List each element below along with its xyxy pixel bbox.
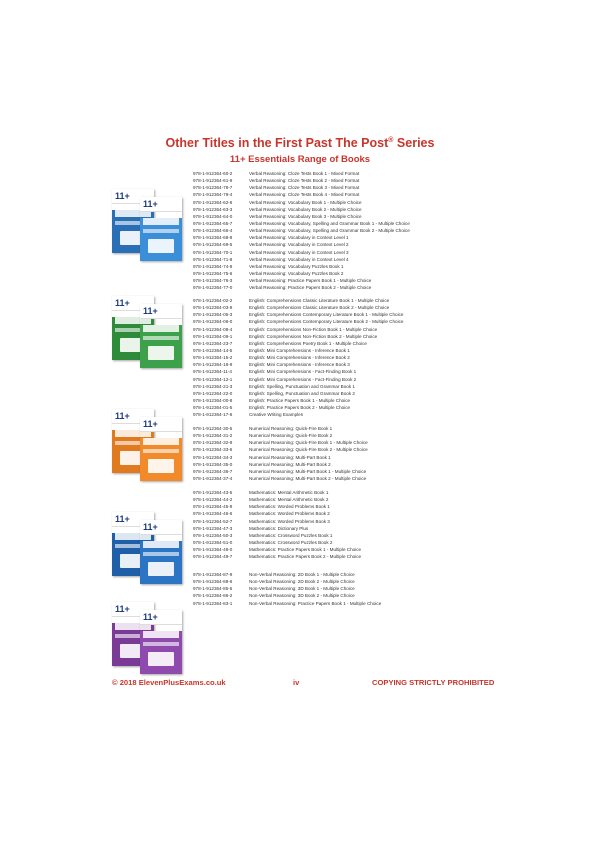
book-title: Verbal Reasoning: Vocabulary Book 1 - Multiple Choice — [249, 199, 362, 205]
book-title: Numerical Reasoning: Multi-Part Book 2 - Multiple Choice — [249, 475, 367, 481]
isbn: 978-1-912364-01-5 — [193, 405, 233, 411]
list-item — [193, 318, 493, 325]
list-item — [193, 347, 493, 354]
cover-header — [140, 197, 182, 212]
isbn: 978-1-912364-77-0 — [193, 285, 233, 291]
book-title: Mathematics: Worded Problems Book 2 — [249, 511, 330, 517]
isbn: 978-1-912364-32-9 — [193, 440, 233, 446]
book-title: Verbal Reasoning: Vocabulary Puzzles Book 2 — [249, 270, 344, 276]
isbn: 978-1-912364-68-8 — [193, 235, 233, 241]
isbn: 978-1-912364-30-5 — [193, 426, 233, 431]
book-title: Mathematics: Crossword Puzzles Book 1 — [249, 532, 333, 538]
list-item — [193, 354, 493, 361]
isbn: 978-1-912364-63-3 — [193, 206, 233, 212]
isbn: 978-1-912364-33-6 — [193, 447, 233, 453]
isbn: 978-1-912364-65-7 — [193, 220, 233, 226]
list-item — [193, 361, 493, 368]
section-verbal-reasoning — [193, 170, 493, 291]
book-title: Verbal Reasoning: Vocabulary Book 3 - Multiple Choice — [249, 213, 362, 219]
isbn: 978-1-912364-16-9 — [193, 362, 233, 368]
book-title: English: Spelling, Punctuation and Grammar Book 1 — [249, 383, 355, 389]
cover-header — [140, 610, 182, 625]
cover-decoration — [143, 631, 179, 638]
list-item — [193, 439, 493, 446]
isbn: 978-1-912364-37-4 — [193, 475, 233, 481]
cover-decoration — [143, 229, 179, 233]
numerical-reasoning-cover-front — [140, 417, 182, 481]
list-item — [193, 432, 493, 439]
book-title: Mathematics: Mental Arithmetic Book 2 — [249, 497, 329, 503]
isbn: 978-1-912364-43-5 — [193, 490, 233, 495]
list-item — [193, 496, 493, 503]
book-title: English: Mini Comprehensions - Inference Book 2 — [249, 355, 350, 361]
book-title: Numerical Reasoning: Quick-Fire Book 2 - Multiple Choice — [249, 447, 368, 453]
isbn: 978-1-912364-49-7 — [193, 554, 233, 560]
isbn: 978-1-912364-83-1 — [193, 600, 233, 606]
isbn: 978-1-912364-15-2 — [193, 355, 233, 361]
isbn: 978-1-912364-05-3 — [193, 312, 233, 318]
page-number: iv — [293, 678, 300, 687]
isbn: 978-1-912364-71-8 — [193, 256, 233, 262]
isbn: 978-1-912364-86-2 — [193, 593, 233, 599]
cover-band — [140, 631, 182, 674]
isbn: 978-1-912364-48-0 — [193, 547, 233, 553]
book-title: Verbal Reasoning: Vocabulary in Context Level 4 — [249, 256, 349, 262]
list-item — [193, 585, 493, 592]
list-item — [193, 411, 493, 418]
book-title: Numerical Reasoning: Quick-Fire Book 1 - Multiple Choice — [249, 440, 368, 446]
book-title: English: Practice Papers Book 1 - Multiple Choice — [249, 397, 351, 403]
book-title: Verbal Reasoning: Cloze Tests Book 2 - Mixed Format — [249, 178, 360, 184]
book-title: Verbal Reasoning: Vocabulary, Spelling and Grammar Book 2 - Multiple Choice — [249, 228, 410, 234]
page-subtitle: 11+ Essentials Range of Books — [229, 154, 371, 165]
isbn: 978-1-912364-14-5 — [193, 347, 233, 353]
cover-decoration — [143, 438, 179, 445]
cover-logo: 11+ — [143, 612, 158, 622]
isbn: 978-1-912364-12-1 — [193, 376, 233, 382]
list-item — [193, 340, 493, 347]
section-mathematics — [193, 489, 493, 560]
list-item — [193, 475, 493, 482]
cover-logo: 11+ — [143, 306, 158, 316]
book-title: Verbal Reasoning: Vocabulary in Context Level 1 — [249, 235, 349, 241]
cover-band — [140, 218, 182, 261]
list-item — [193, 390, 493, 397]
book-title: Verbal Reasoning: Practice Papers Book 1 - Multiple Choice — [249, 278, 372, 284]
cover-logo: 11+ — [115, 411, 130, 421]
book-title: Verbal Reasoning: Practice Papers Book 2 - Multiple Choice — [249, 285, 372, 291]
book-title: English: Practice Papers Book 2 - Multiple Choice — [249, 405, 351, 411]
isbn: 978-1-912364-79-4 — [193, 192, 233, 198]
cover-decoration — [143, 642, 179, 646]
book-title: English: Mini Comprehensions - Fact-Finding Book 2 — [249, 376, 357, 382]
isbn: 978-1-912364-47-3 — [193, 525, 233, 531]
book-title: Mathematics: Mental Arithmetic Book 1 — [249, 490, 329, 495]
book-title: Verbal Reasoning: Vocabulary in Context Level 2 — [249, 242, 349, 248]
list-item — [193, 326, 493, 333]
isbn: 978-1-912364-62-6 — [193, 199, 233, 205]
list-item — [193, 525, 493, 532]
list-item — [193, 468, 493, 475]
list-item — [193, 592, 493, 599]
cover-decoration — [148, 562, 174, 576]
book-title: Numerical Reasoning: Multi-Part Book 2 — [249, 461, 331, 467]
book-title: Non-Verbal Reasoning: 2D Book 1 - Multiple Choice — [249, 572, 355, 577]
book-title: Verbal Reasoning: Cloze Tests Book 1 - Mixed Format — [249, 171, 360, 176]
book-title: Creative Writing Examples — [249, 412, 304, 418]
isbn: 978-1-912364-23-7 — [193, 340, 233, 346]
list-item — [193, 206, 493, 213]
section-english — [193, 297, 493, 418]
list-item — [193, 546, 493, 553]
cover-header — [140, 304, 182, 319]
isbn: 978-1-912364-69-5 — [193, 242, 233, 248]
cover-logo: 11+ — [115, 191, 130, 201]
non-verbal-reasoning-cover-front — [140, 610, 182, 674]
isbn: 978-1-912364-36-7 — [193, 468, 233, 474]
list-item — [193, 600, 493, 607]
cover-decoration — [148, 239, 174, 253]
book-title: Verbal Reasoning: Vocabulary in Context Level 3 — [249, 249, 349, 255]
isbn: 978-1-912364-88-6 — [193, 579, 233, 585]
list-item — [193, 503, 493, 510]
list-item — [193, 191, 493, 198]
list-item — [193, 263, 493, 270]
book-title: English: Comprehensions Poetry Book 1 - Multiple Choice — [249, 340, 367, 346]
isbn: 978-1-912364-46-6 — [193, 511, 233, 517]
list-item — [193, 249, 493, 256]
list-item — [193, 368, 493, 375]
page-title — [0, 136, 600, 150]
list-item — [193, 170, 493, 177]
isbn: 978-1-912364-22-0 — [193, 390, 233, 396]
copying-prohibited-notice: COPYING STRICTLY PROHIBITED — [372, 678, 495, 687]
book-title: English: Spelling, Punctuation and Grammar Book 2 — [249, 390, 355, 396]
isbn: 978-1-912364-70-1 — [193, 249, 233, 255]
isbn: 978-1-912364-02-2 — [193, 298, 233, 303]
section-numerical-reasoning — [193, 425, 493, 482]
isbn: 978-1-912364-76-3 — [193, 278, 233, 284]
list-item — [193, 376, 493, 383]
isbn: 978-1-912364-75-6 — [193, 270, 233, 276]
cover-logo: 11+ — [115, 514, 130, 524]
isbn: 978-1-912364-60-2 — [193, 171, 233, 176]
isbn: 978-1-912364-78-7 — [193, 185, 233, 191]
book-title: Non-Verbal Reasoning: 3D Book 1 - Multiple Choice — [249, 586, 355, 592]
list-item — [193, 404, 493, 411]
cover-band — [140, 325, 182, 368]
list-item — [193, 397, 493, 404]
cover-decoration — [148, 652, 174, 666]
isbn: 978-1-912364-44-2 — [193, 497, 233, 503]
isbn: 978-1-912364-74-9 — [193, 263, 233, 269]
list-item — [193, 539, 493, 546]
list-item — [193, 383, 493, 390]
vocabulary-cover — [140, 197, 182, 261]
isbn: 978-1-912364-11-4 — [193, 369, 232, 375]
page-title-text: Other Titles in the First Past The Post — [165, 136, 389, 150]
list-item — [193, 532, 493, 539]
isbn: 978-1-912364-85-5 — [193, 586, 233, 592]
registered-mark: ® — [388, 136, 394, 144]
english-cover-front — [140, 304, 182, 368]
book-title: English: Comprehensions Classic Literature Book 1 - Multiple Choice — [249, 298, 390, 303]
book-title: English: Comprehensions Non-Fiction Book 2 - Multiple Choice — [249, 333, 378, 339]
isbn: 978-1-912364-06-0 — [193, 319, 233, 325]
list-item — [193, 454, 493, 461]
book-title: Verbal Reasoning: Vocabulary, Spelling and Grammar Book 1 - Multiple Choice — [249, 220, 410, 226]
cover-logo: 11+ — [115, 604, 130, 614]
list-item — [193, 241, 493, 248]
isbn: 978-1-912364-03-9 — [193, 305, 233, 311]
isbn: 978-1-912364-34-3 — [193, 454, 233, 460]
book-title: English: Comprehensions Classic Literature Book 2 - Multiple Choice — [249, 305, 390, 311]
list-item — [193, 578, 493, 585]
list-item — [193, 297, 493, 304]
list-item — [193, 256, 493, 263]
isbn: 978-1-912364-35-0 — [193, 461, 233, 467]
cover-band — [140, 438, 182, 481]
book-title: Numerical Reasoning: Quick-Fire Book 1 — [249, 426, 333, 431]
isbn: 978-1-912364-31-2 — [193, 433, 233, 439]
book-title: Numerical Reasoning: Multi-Part Book 1 — [249, 454, 331, 460]
cover-header — [140, 520, 182, 535]
isbn: 978-1-912364-87-9 — [193, 572, 233, 577]
book-title: Mathematics: Worded Problems Book 3 — [249, 518, 330, 524]
mathematics-cover-front — [140, 520, 182, 584]
list-item — [193, 177, 493, 184]
cover-decoration — [143, 552, 179, 556]
cover-decoration — [148, 459, 174, 473]
cover-logo: 11+ — [143, 522, 158, 532]
list-item — [193, 333, 493, 340]
list-item — [193, 461, 493, 468]
cover-decoration — [143, 449, 179, 453]
book-title: Verbal Reasoning: Vocabulary Book 2 - Multiple Choice — [249, 206, 362, 212]
list-item — [193, 213, 493, 220]
book-title: Non-Verbal Reasoning: 2D Book 2 - Multiple Choice — [249, 579, 355, 585]
list-item — [193, 199, 493, 206]
page-title-suffix: Series — [393, 136, 435, 150]
book-title: Mathematics: Practice Papers Book 1 - Multiple Choice — [249, 547, 362, 553]
book-title: Verbal Reasoning: Cloze Tests Book 3 - Mixed Format — [249, 185, 360, 191]
cover-decoration — [148, 346, 174, 360]
isbn: 978-1-912364-09-1 — [193, 333, 233, 339]
isbn: 978-1-912364-08-4 — [193, 326, 233, 332]
isbn: 978-1-912364-45-9 — [193, 504, 233, 510]
book-title: English: Comprehensions Non-Fiction Book 1 - Multiple Choice — [249, 326, 378, 332]
cover-logo: 11+ — [143, 419, 158, 429]
book-title: English: Comprehensions Contemporary Literature Book 1 - Multiple Choice — [249, 312, 404, 318]
isbn: 978-1-912364-50-3 — [193, 532, 233, 538]
list-item — [193, 489, 493, 496]
book-title: Non-Verbal Reasoning: Practice Papers Book 1 - Multiple Choice — [249, 600, 382, 606]
list-item — [193, 553, 493, 560]
list-item — [193, 510, 493, 517]
section-non-verbal-reasoning — [193, 571, 493, 607]
isbn: 978-1-912364-00-8 — [193, 397, 233, 403]
cover-header — [140, 417, 182, 432]
book-title: Verbal Reasoning: Cloze Tests Book 4 - Mixed Format — [249, 192, 360, 198]
isbn: 978-1-912364-17-6 — [193, 412, 233, 418]
copyright-notice: © 2018 ElevenPlusExams.co.uk — [112, 678, 226, 687]
list-item — [193, 227, 493, 234]
isbn: 978-1-912364-64-0 — [193, 213, 233, 219]
cover-decoration — [143, 336, 179, 340]
list-item — [193, 284, 493, 291]
book-title: English: Mini Comprehensions - Inference Book 1 — [249, 347, 350, 353]
list-item — [193, 425, 493, 432]
list-item — [193, 304, 493, 311]
list-item — [193, 446, 493, 453]
book-title: Mathematics: Dictionary Plus — [249, 525, 309, 531]
list-item — [193, 234, 493, 241]
book-title: Verbal Reasoning: Vocabulary Puzzles Book 1 — [249, 263, 344, 269]
list-item — [193, 220, 493, 227]
book-title: English: Mini Comprehensions - Fact-Finding Book 1 — [249, 369, 357, 375]
isbn: 978-1-912364-66-4 — [193, 228, 233, 234]
book-title: Mathematics: Worded Problems Book 1 — [249, 504, 330, 510]
book-title: English: Mini Comprehensions - Inference Book 3 — [249, 362, 350, 368]
list-item — [193, 277, 493, 284]
cover-decoration — [143, 325, 179, 332]
isbn: 978-1-912364-51-0 — [193, 539, 233, 545]
list-item — [193, 571, 493, 578]
book-title: Numerical Reasoning: Multi-Part Book 1 - Multiple Choice — [249, 468, 367, 474]
isbn: 978-1-912364-21-3 — [193, 383, 233, 389]
book-title: Numerical Reasoning: Quick-Fire Book 2 — [249, 433, 333, 439]
cover-decoration — [143, 541, 179, 548]
book-title: Mathematics: Crossword Puzzles Book 2 — [249, 539, 333, 545]
cover-logo: 11+ — [143, 199, 158, 209]
isbn: 978-1-912364-61-9 — [193, 178, 233, 184]
list-item — [193, 270, 493, 277]
book-title: Mathematics: Practice Papers Book 2 - Multiple Choice — [249, 554, 362, 560]
list-item — [193, 518, 493, 525]
cover-logo: 11+ — [115, 298, 130, 308]
book-title: Non-Verbal Reasoning: 3D Book 2 - Multiple Choice — [249, 593, 355, 599]
list-item — [193, 184, 493, 191]
list-item — [193, 311, 493, 318]
isbn: 978-1-912364-52-7 — [193, 518, 233, 524]
cover-band — [140, 541, 182, 584]
cover-decoration — [143, 218, 179, 225]
book-title: English: Comprehensions Contemporary Literature Book 2 - Multiple Choice — [249, 319, 404, 325]
